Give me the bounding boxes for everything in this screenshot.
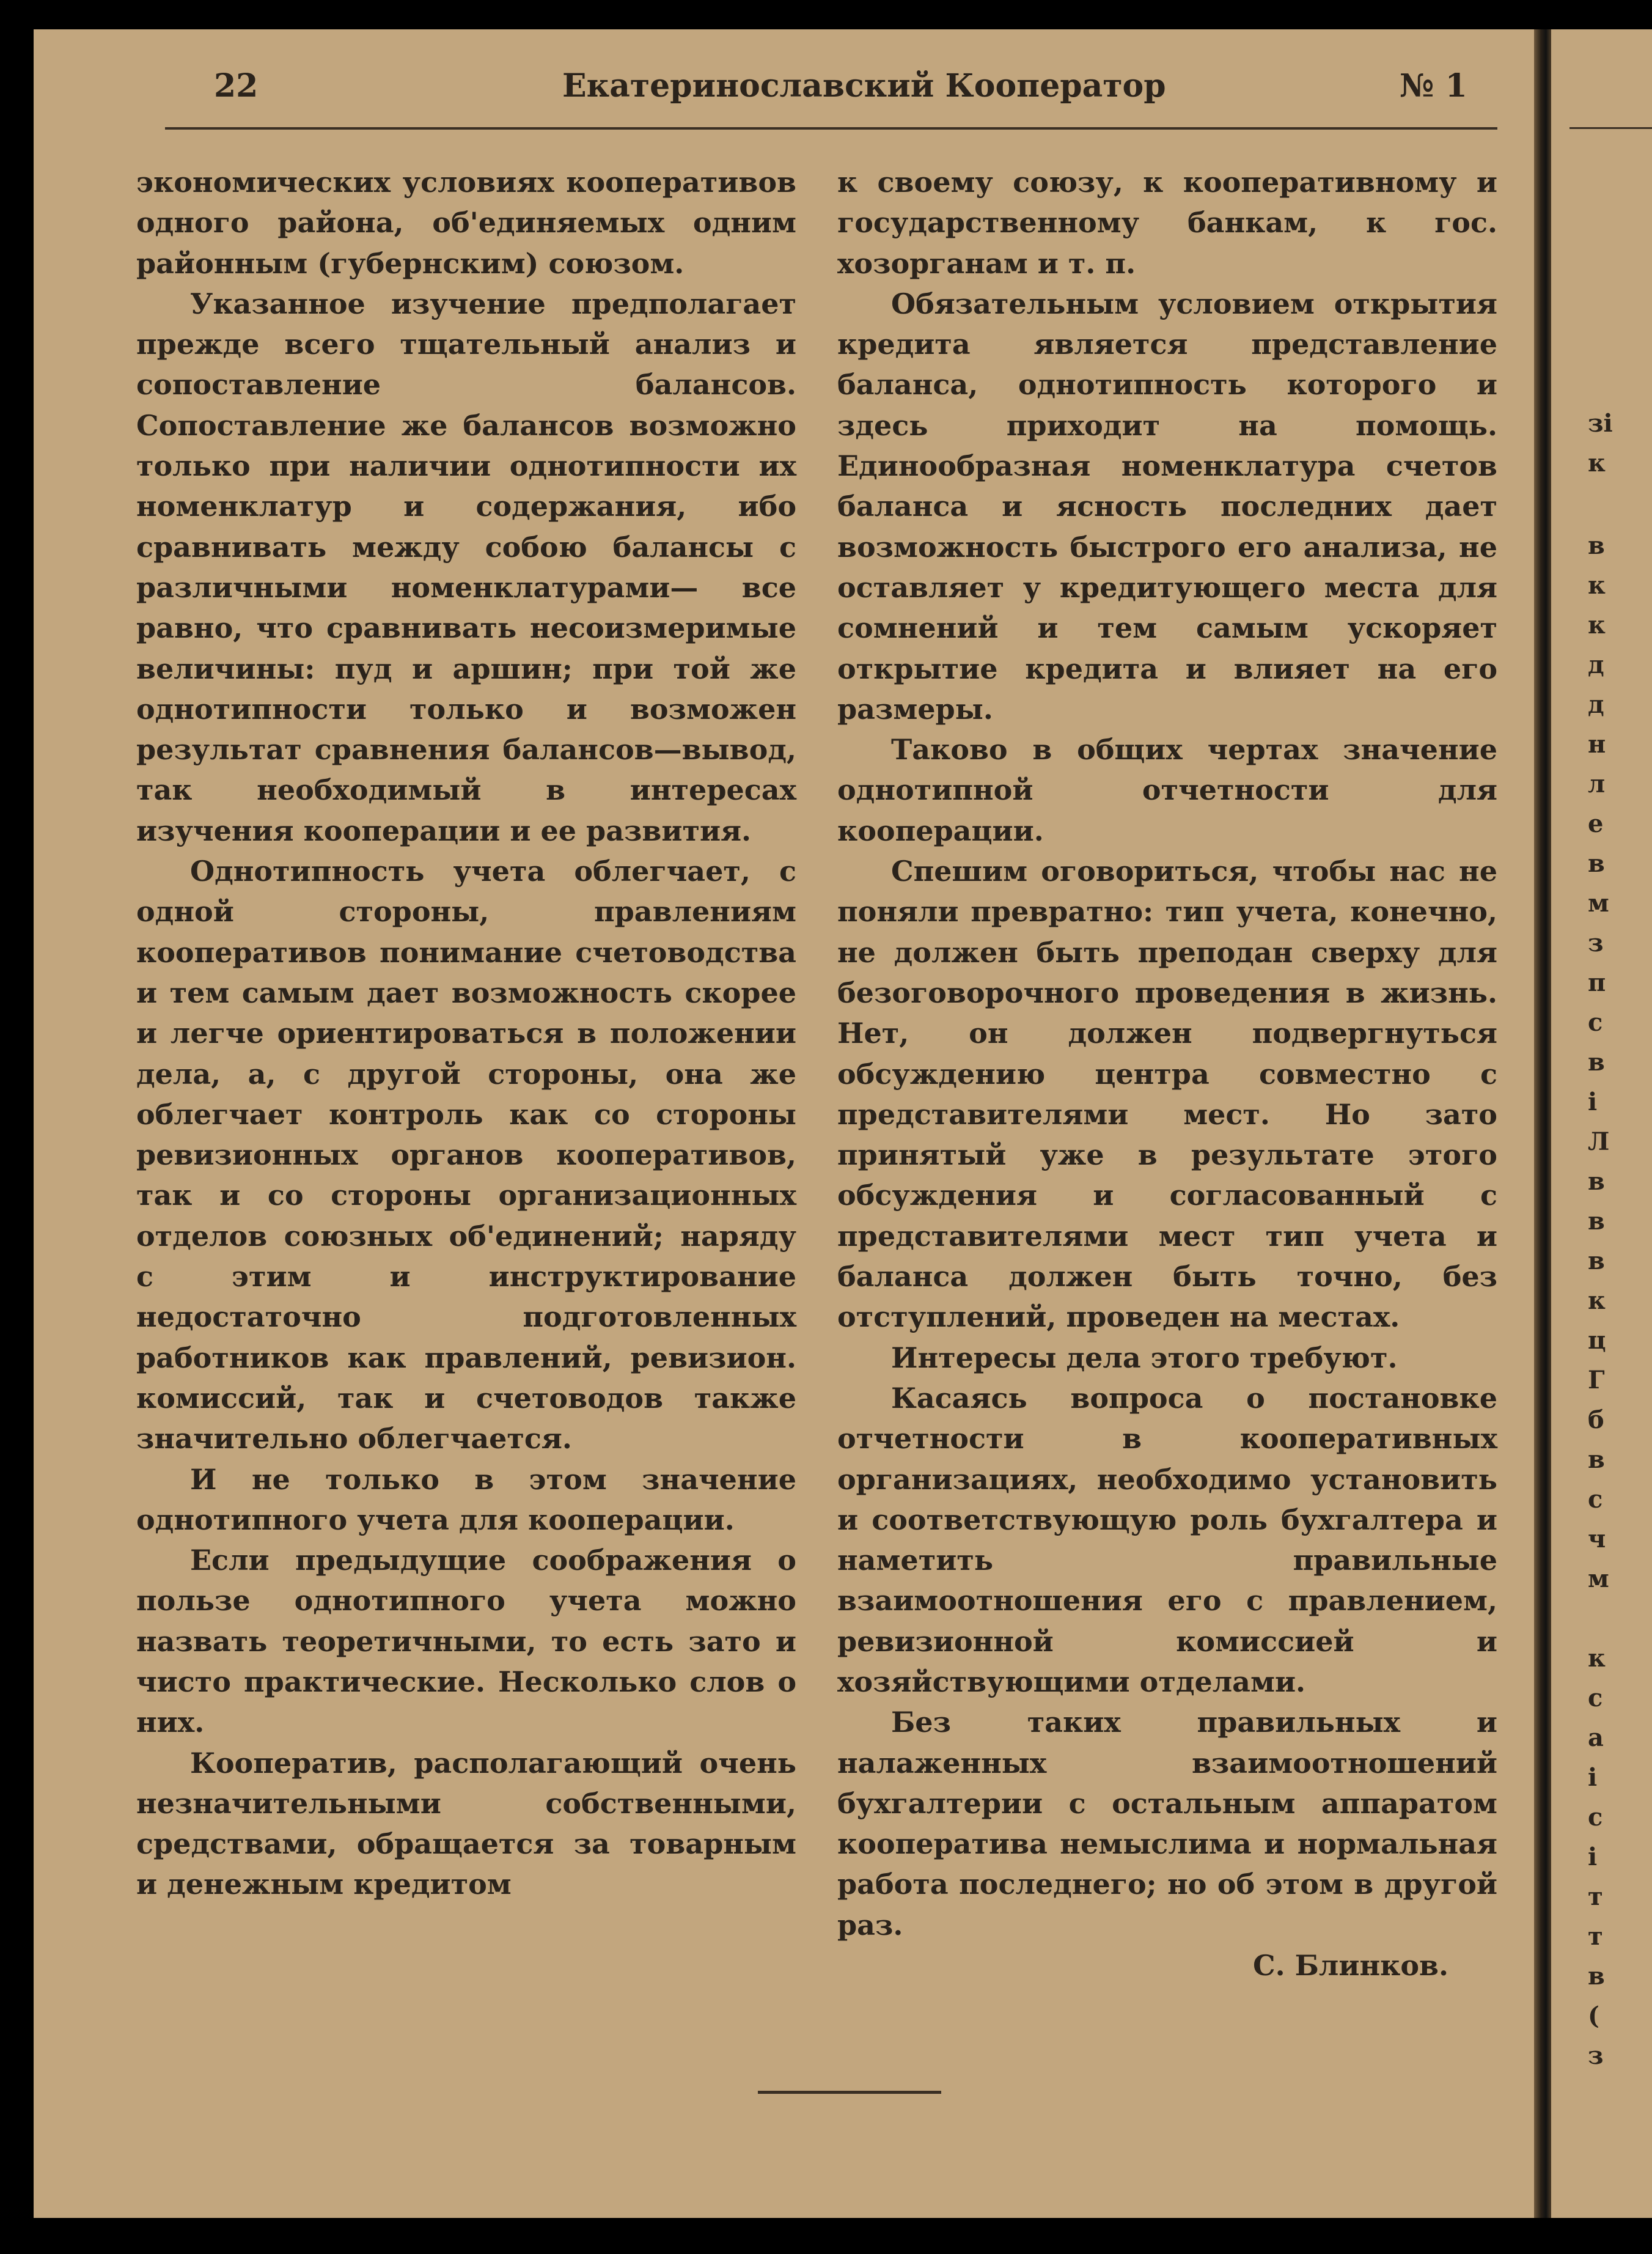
next-page-fragment: ( <box>1588 2002 1599 2030</box>
paragraph: И не только в этом значение однотипного учета для кооперации. <box>136 1462 796 1536</box>
next-page-fragment: н <box>1588 730 1606 759</box>
next-page-fragment: к <box>1588 571 1606 600</box>
paragraph: к своему союзу, к кооперативному и государственному банкам, к гос. хозорганам и т. п. <box>837 166 1497 280</box>
next-page-fragment: т <box>1588 1922 1603 1951</box>
paragraph: Без таких правильных и налаженных взаимоотношений бухгалтерии с остальным аппаратом кооператива немыслима и нормальная работа последнего; но об этом в другой раз. <box>837 1706 1497 1942</box>
next-page-fragment: с <box>1588 1684 1603 1712</box>
paragraph: Обязательным условием открытия кредита является представление баланса, однотипность которого и здесь приходит на помощь. Единообразная номенклатура счетов баланса и ясность последних дает возможность быстрого его анализа, не оставляет у кредитующего места для сомнений и тем самым ускоряет открытие кредита и влияет на его размеры. <box>837 287 1497 726</box>
paragraph: Если предыдущие соображения о пользе однотипного учета можно назвать теоретичными, то есть зато и чисто практические. Несколько слов о них. <box>136 1544 796 1739</box>
author-signature: С. Блинков. <box>1252 1949 1448 1983</box>
next-page-fragment: зі <box>1588 409 1613 438</box>
next-page-fragment: м <box>1588 1564 1609 1593</box>
paragraph: Таково в общих чертах значение однотипной отчетности для кооперации. <box>837 733 1497 847</box>
page-header <box>141 49 1485 116</box>
next-page-fragment: Г <box>1588 1366 1605 1394</box>
next-page-fragment: і <box>1588 1843 1598 1871</box>
next-page-fragment: в <box>1588 1048 1605 1077</box>
next-page-fragment: д <box>1588 690 1604 719</box>
next-page-fragment: л <box>1588 770 1606 798</box>
next-page-fragment: к <box>1588 1644 1606 1673</box>
next-page-fragment: с <box>1588 1485 1603 1514</box>
paragraph: экономических условиях кооперативов одного района, об'единяемых одним районным (губернским) союзом. <box>136 166 796 280</box>
next-page-fragment: і <box>1588 1763 1598 1792</box>
next-page-fragment: і <box>1588 1088 1598 1116</box>
next-page-fragment: в <box>1588 1445 1605 1474</box>
next-page-header-rule <box>1569 127 1652 129</box>
next-page-fragment: т <box>1588 1882 1603 1911</box>
next-page-fragment: Л <box>1588 1127 1610 1156</box>
next-page-fragment: с <box>1588 1008 1603 1037</box>
next-page-fragment: в <box>1588 849 1605 878</box>
next-page-fragment: в <box>1588 1207 1605 1236</box>
next-page-fragment: з <box>1588 929 1604 957</box>
paragraph: Однотипность учета облегчает, с одной стороны, правлениям кооперативов понимание счетоводства и тем самым дает возможность скорее и легче ориентироваться в положении дела, а, с другой стороны, она же облегчает контроль как со стороны ревизионных органов кооперативов, так и со стороны организационных отделов союзных об'единений; наряду с этим и инструктирование недостаточно подготовленных работников как правлений, ревизион. комиссий, так и счетоводов также значительно облегчается. <box>136 855 796 1456</box>
next-page-edge <box>1551 29 1652 2218</box>
end-rule <box>758 2091 941 2094</box>
paragraph: Спешим оговориться, чтобы нас не поняли превратно: тип учета, конечно, не должен быть преподан сверху для безоговорочного проведения в жизнь. Нет, он должен подвергнуться обсуждению центра совместно с представителями мест. Но зато принятый уже в результате этого обсуждения и согласованный с представителями мест тип учета и баланса должен быть точно, без отступлений, проведен на местах. <box>837 855 1497 1334</box>
paragraph: Указанное изучение предполагает прежде всего тщательный анализ и сопоставление балансов. Сопоставление же балансов возможно только при наличии однотипности их номенклатур и содержания, ибо сравнивать между собою балансы с различными номенклатурами— все равно, что сравнивать несоизмеримые величины: пуд и аршин; при той же однотипности только и возможен результат сравнения балансов—вывод, так необходимый в интересах изучения кооперации и ее развития. <box>136 287 796 847</box>
paragraph: Касаясь вопроса о постановке отчетности в кооперативных организациях, необходимо установить и соответствующую роль бухгалтера и наметить правильные взаимоотношения его с правлением, ревизионной комиссией и хозяйствующими отделами. <box>837 1381 1497 1698</box>
page-number: 22 <box>214 67 259 105</box>
next-page-fragment: ч <box>1588 1525 1606 1553</box>
next-page-fragment: м <box>1588 889 1609 918</box>
next-page-fragment: в <box>1588 1247 1605 1275</box>
paragraph: Интересы дела этого требуют. <box>891 1341 1398 1374</box>
next-page-fragment: б <box>1588 1405 1604 1434</box>
next-page-fragment: в <box>1588 1167 1605 1196</box>
next-page-fragment: з <box>1588 2041 1604 2070</box>
next-page-fragment: ц <box>1588 1326 1606 1355</box>
issue-number: № 1 <box>1400 67 1467 105</box>
next-page-fragment: с <box>1588 1803 1603 1832</box>
paragraph: Кооператив, располагающий очень незначительными собственными, средствами, обращается за товарным и денежным кредитом <box>136 1746 796 1901</box>
journal-title: Екатеринославский Кооператор <box>562 67 1166 105</box>
next-page-fragment: п <box>1588 968 1606 997</box>
header-rule <box>165 127 1497 130</box>
next-page-fragment: в <box>1588 531 1605 560</box>
next-page-fragment: е <box>1588 809 1604 838</box>
next-page-fragment: в <box>1588 1962 1605 1991</box>
left-column <box>136 162 796 1905</box>
right-column <box>837 162 1497 1986</box>
next-page-fragment: к <box>1588 1286 1606 1315</box>
next-page-fragment: а <box>1588 1723 1604 1752</box>
next-page-fragment: д <box>1588 650 1604 679</box>
book-spine <box>1534 29 1551 2218</box>
next-page-fragment: к <box>1588 611 1606 639</box>
next-page-fragment: к <box>1588 449 1606 477</box>
